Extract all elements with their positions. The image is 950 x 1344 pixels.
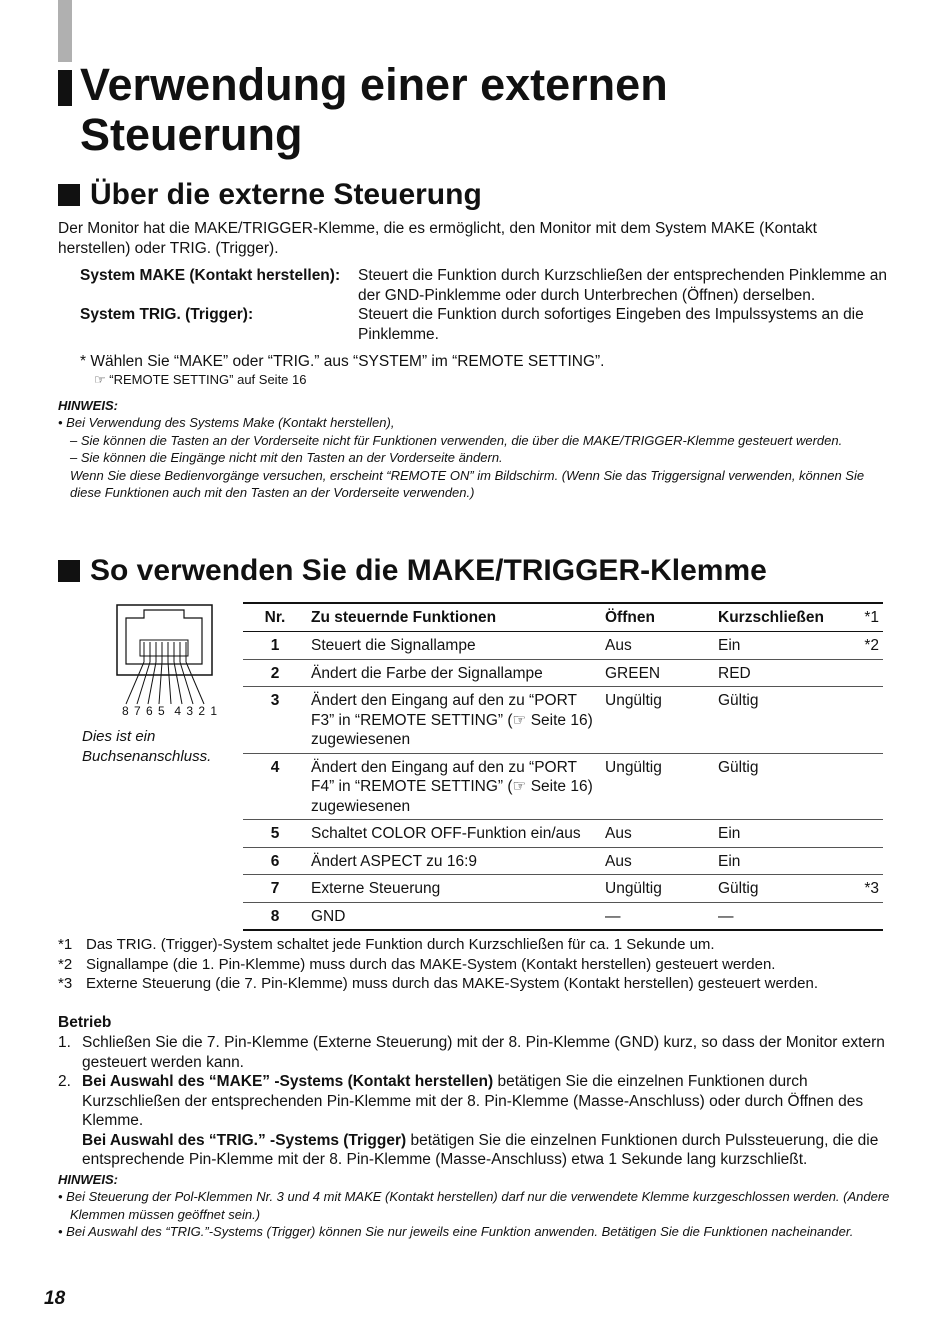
- step-number: 2.: [58, 1073, 71, 1090]
- footnote-text: Das TRIG. (Trigger)-System schaltet jede Funktion durch Kurzschließen für ca. 1 Sekunde um.: [86, 936, 715, 953]
- table-cell: Ein: [714, 847, 852, 875]
- table-cell: Gültig: [714, 875, 852, 903]
- hint-tail: Wenn Sie diese Bedienvorgänge versuchen, erscheint “REMOTE ON” im Bildschirm. (Wenn Sie das Triggersignal verwenden, können Sie diese Funktionen auch mit den Tasten an der Vorderseite verwenden.): [70, 467, 865, 500]
- definition-trig: [80, 305, 890, 344]
- square-bullet-icon: [58, 560, 80, 582]
- table-cell: 6: [243, 847, 307, 875]
- column-header: *1: [852, 603, 883, 632]
- table-cell: Schaltet COLOR OFF-Funktion ein/aus: [307, 820, 601, 848]
- step-text: [82, 1072, 888, 1170]
- title-marker: [58, 70, 72, 106]
- hinweis-block-2: [58, 1188, 898, 1241]
- rj45-socket-icon: [116, 604, 219, 719]
- section-heading-uber: [58, 178, 482, 212]
- pin-number-labels: 8 7 6 5 4 3 2 1: [122, 704, 219, 718]
- intro-paragraph: Der Monitor hat die MAKE/TRIGGER-Klemme, die es ermöglicht, den Monitor mit dem System MAKE (Kontakt herstellen) oder TRIG. (Trigger).: [58, 220, 817, 257]
- table-row: [243, 820, 883, 848]
- table-cell: Gültig: [714, 687, 852, 754]
- page-title-line-1: Verwendung einer externen: [80, 59, 668, 110]
- table-cell: Gültig: [714, 753, 852, 820]
- connector-caption-text: Dies ist ein Buchsenanschluss.: [82, 728, 212, 765]
- table-cell: 3: [243, 687, 307, 754]
- table-header-row: [243, 603, 883, 632]
- star-note: * Wählen Sie “MAKE” oder “TRIG.” aus “SYSTEM” im “REMOTE SETTING”.: [80, 353, 605, 370]
- table-cell: *3: [852, 875, 883, 903]
- page-reference: ☞ “REMOTE SETTING” auf Seite 16: [94, 372, 307, 387]
- definition-make: [80, 266, 890, 305]
- table-cell: Ein: [714, 820, 852, 848]
- table-cell: 4: [243, 753, 307, 820]
- section-heading-text: So verwenden Sie die MAKE/TRIGGER-Klemme: [90, 554, 767, 587]
- hint-dash-item: – Sie können die Eingänge nicht mit den Tasten an der Vorderseite ändern.: [70, 450, 503, 465]
- betrieb-heading: Betrieb: [58, 1014, 112, 1031]
- step-number: 1.: [58, 1034, 71, 1051]
- table-cell: Externe Steuerung: [307, 875, 601, 903]
- table-cell: *2: [852, 632, 883, 660]
- table-cell: Ändert den Eingang auf den zu “PORT F3” in “REMOTE SETTING” (☞ Seite 16) zugewiesenen: [307, 687, 601, 754]
- table-row: [243, 875, 883, 903]
- table-cell: [852, 847, 883, 875]
- table-row: [243, 632, 883, 660]
- definition-desc: Steuert die Funktion durch sofortiges Eingeben des Impulssystems an die Pinklemme.: [358, 306, 864, 343]
- table-cell: RED: [714, 659, 852, 687]
- definition-desc: Steuert die Funktion durch Kurzschließen der entsprechenden Pinklemme an der GND-Pinklemme oder durch Unterbrechen (Öffnen) derselben.: [358, 267, 888, 304]
- footnote-text: Externe Steuerung (die 7. Pin-Klemme) muss durch das MAKE-System (Kontakt herstellen) gesteuert werden.: [86, 975, 818, 992]
- table-cell: 5: [243, 820, 307, 848]
- section-heading-make-trigger: [58, 554, 767, 588]
- operation-steps: [58, 1033, 888, 1170]
- table-cell: Steuert die Signallampe: [307, 632, 601, 660]
- table-row: [243, 659, 883, 687]
- step-bold-lead: Bei Auswahl des “MAKE” -Systems (Kontakt herstellen): [82, 1073, 494, 1090]
- footnote: [58, 935, 818, 955]
- footnote: [58, 955, 818, 975]
- step-1: [58, 1033, 888, 1072]
- hint-bullet: • Bei Steuerung der Pol-Klemmen Nr. 3 und 4 mit MAKE (Kontakt herstellen) darf nur die verwendete Klemme kurzgeschlossen werden. (Andere Klemmen müssen geöffnet sein.): [58, 1189, 890, 1222]
- hinweis-label: HINWEIS:: [58, 1172, 118, 1187]
- table-cell: GND: [307, 902, 601, 930]
- table-footnotes: [58, 935, 818, 994]
- footnote-key: *3: [58, 975, 73, 992]
- footnote-key: *2: [58, 955, 73, 973]
- table-cell: Ein: [714, 632, 852, 660]
- table-cell: 1: [243, 632, 307, 660]
- table-cell: 7: [243, 875, 307, 903]
- connector-caption: [82, 727, 222, 766]
- hinweis-label: HINWEIS:: [58, 398, 118, 413]
- column-header: Öffnen: [601, 603, 714, 632]
- column-header: Zu steuernde Funktionen: [307, 603, 601, 632]
- table-cell: [852, 820, 883, 848]
- table-cell: Ändert die Farbe der Signallampe: [307, 659, 601, 687]
- table-cell: Ungültig: [601, 687, 714, 754]
- table-cell: Aus: [601, 820, 714, 848]
- section-heading-text: Über die externe Steuerung: [90, 178, 482, 211]
- table-cell: Aus: [601, 632, 714, 660]
- table-row: [243, 902, 883, 930]
- table-body: [243, 632, 883, 931]
- page-edge-tab: [58, 0, 72, 62]
- table-cell: [852, 902, 883, 930]
- step-2: [58, 1072, 888, 1170]
- step-bold-lead: Bei Auswahl des “TRIG.” -Systems (Trigger): [82, 1131, 407, 1149]
- hint-dash-item: – Sie können die Tasten an der Vorderseite nicht für Funktionen verwenden, die über die MAKE/TRIGGER-Klemme gesteuert werden.: [70, 432, 843, 448]
- table-cell: 2: [243, 659, 307, 687]
- step-text-part: betätigen Sie die einzelnen Funktionen durch Kurzschließen der entsprechenden Pin-Klemme mit der 8. Pin-Klemme (Masse-Anschluss) oder durch Öffnen des Klemme.: [82, 1073, 864, 1129]
- footnote-text: Signallampe (die 1. Pin-Klemme) muss durch das MAKE-System (Kontakt herstellen) gesteuert werden.: [86, 955, 776, 973]
- table-cell: [852, 753, 883, 820]
- table-row: [243, 753, 883, 820]
- table-cell: Ungültig: [601, 875, 714, 903]
- footnote-key: *1: [58, 936, 73, 953]
- column-header: Nr.: [243, 603, 307, 632]
- step-text: Schließen Sie die 7. Pin-Klemme (Externe Steuerung) mit der 8. Pin-Klemme (GND) kurz, so dass der Monitor extern gesteuert werden kann.: [82, 1034, 885, 1071]
- table-cell: [852, 659, 883, 687]
- table-cell: 8: [243, 902, 307, 930]
- footnote: [58, 974, 818, 994]
- table-cell: —: [714, 902, 852, 930]
- table-row: [243, 687, 883, 754]
- page-number: 18: [44, 1288, 66, 1309]
- system-definitions: [80, 266, 890, 344]
- pin-function-table: [243, 602, 883, 931]
- table-cell: GREEN: [601, 659, 714, 687]
- page-title-line-2: Steuerung: [80, 109, 303, 160]
- column-header: Kurzschließen: [714, 603, 852, 632]
- definition-term: System MAKE (Kontakt herstellen):: [80, 267, 341, 284]
- hint-bullet: • Bei Auswahl des “TRIG.”-Systems (Trigger) können Sie nur jeweils eine Funktion anwenden. Betätigen Sie die Funktionen nacheinander.: [58, 1224, 854, 1239]
- table-cell: Ungültig: [601, 753, 714, 820]
- table-cell: Ändert ASPECT zu 16:9: [307, 847, 601, 875]
- hint-bullet: • Bei Verwendung des Systems Make (Kontakt herstellen),: [58, 415, 395, 430]
- table-cell: Aus: [601, 847, 714, 875]
- step-text-part: betätigen Sie die einzelnen Funktionen durch Pulssteuerung, die die entsprechende Pin-Klemme mit der 8. Pin-Klemme (Masse-Anschluss) etwa 1 Sekunde lang kurzschließt.: [82, 1131, 879, 1168]
- hinweis-block-1: [58, 414, 898, 502]
- page-title: [80, 60, 668, 160]
- table-cell: [852, 687, 883, 754]
- table-row: [243, 847, 883, 875]
- definition-term: System TRIG. (Trigger):: [80, 306, 254, 323]
- table-cell: Ändert den Eingang auf den zu “PORT F4” in “REMOTE SETTING” (☞ Seite 16) zugewiesenen: [307, 753, 601, 820]
- table-cell: —: [601, 902, 714, 930]
- square-bullet-icon: [58, 184, 80, 206]
- rj45-connector-diagram: [116, 604, 219, 724]
